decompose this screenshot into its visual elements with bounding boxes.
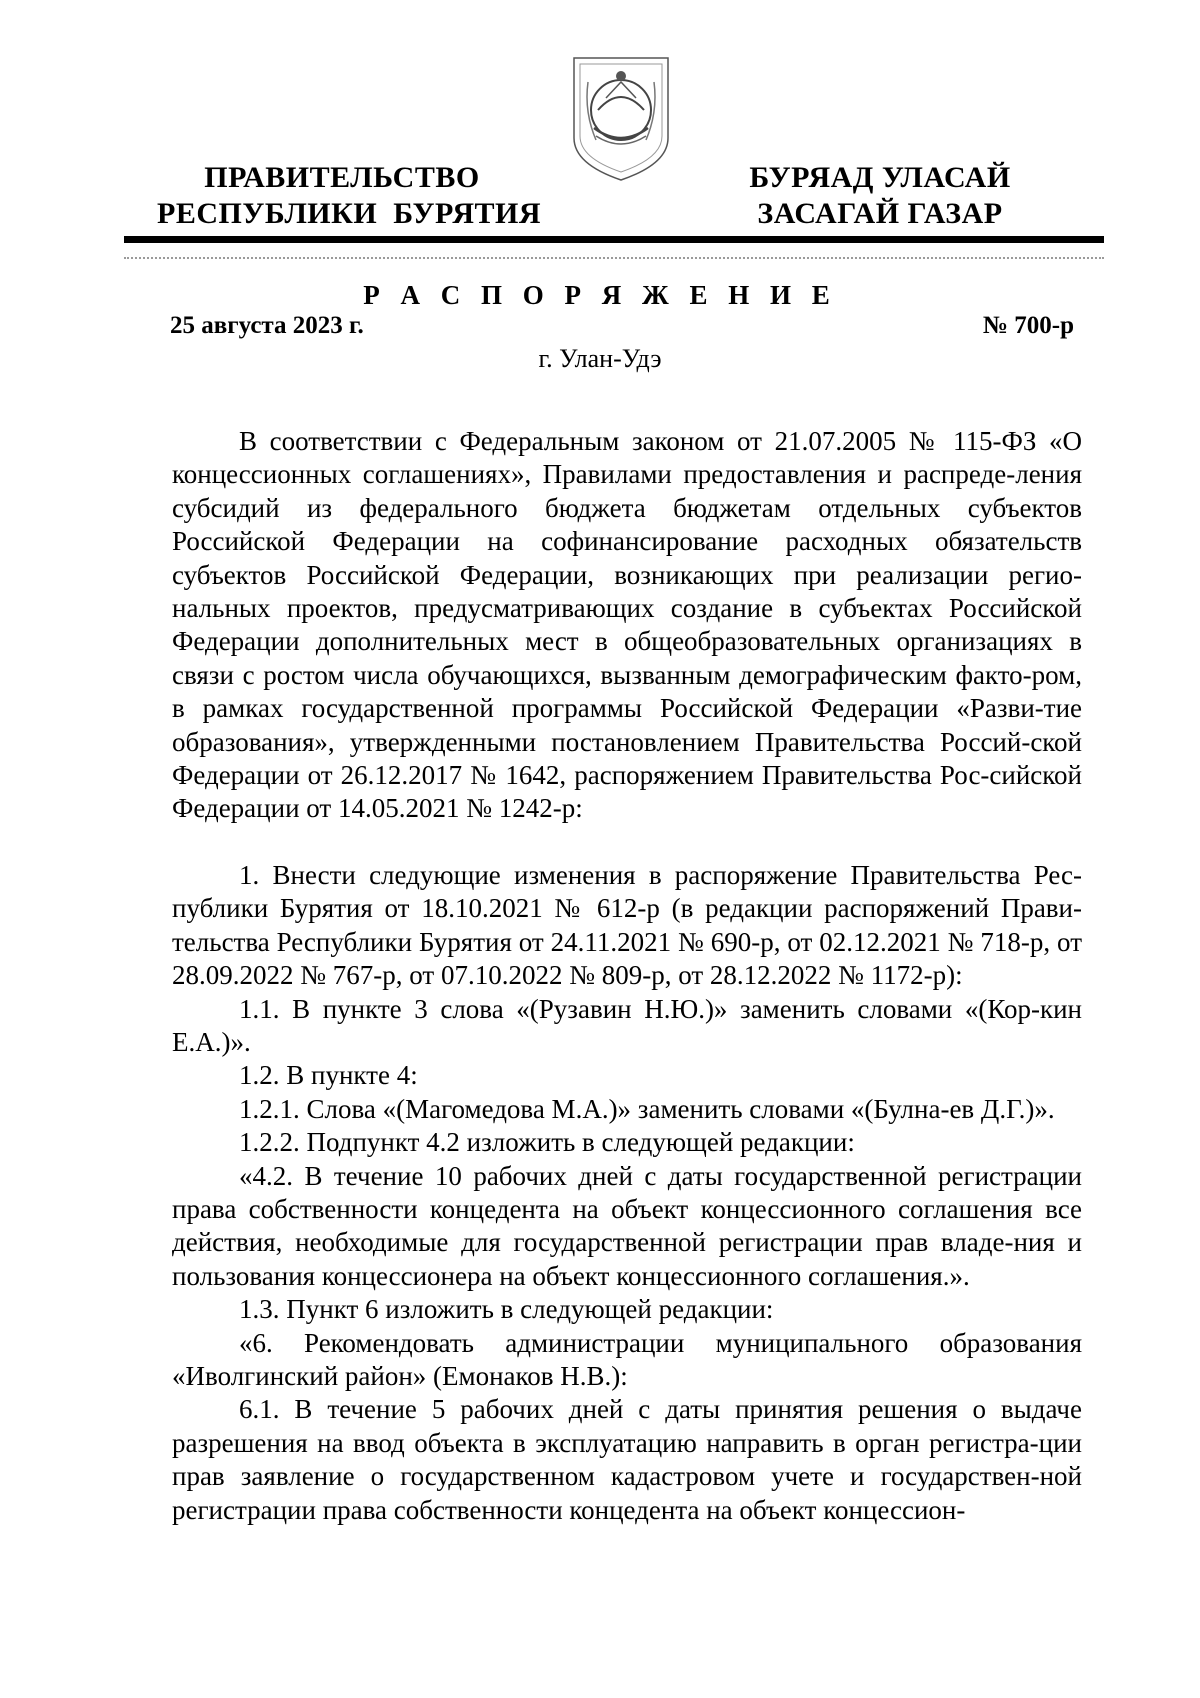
coat-of-arms-emblem-icon bbox=[566, 52, 676, 184]
paragraph-quote-4-2: «4.2. В течение 10 рабочих дней с даты государственной регистрации права собственности концедента на объект концессионного соглашения все действия, необходимые для государственной регистрации прав владе-ния и пользования концессионера на объект концессионного соглашения.». bbox=[172, 1160, 1082, 1291]
document-body bbox=[172, 425, 1082, 1527]
issuer-name-buryat-line-1: БУРЯАД УЛАСАЙ bbox=[749, 161, 1011, 194]
header-divider-dotted bbox=[124, 257, 1104, 259]
paragraph-quote-6: «6. Рекомендовать администрации муниципального образования «Иволгинский район» (Емонаков Н.В.): bbox=[172, 1327, 1082, 1391]
issuer-name-russian-line-2: РЕСПУБЛИКИ БУРЯТИЯ bbox=[157, 197, 542, 230]
paragraph-item-1: 1. Внести следующие изменения в распоряжение Правительства Рес-публики Бурятия от 18.10.2021 № 612-р (в редакции распоряжений Прави-тельства Республики Бурятия от 24.11.2021 № 690-р, от 02.12.2021 № 718-р, от 28.09.2022 № 767-р, от 07.10.2022 № 809-р, от 28.12.2022 № 1172-р): bbox=[172, 859, 1082, 991]
issuer-name-russian-line-1: ПРАВИТЕЛЬСТВО bbox=[204, 161, 480, 194]
paragraph-item-1-2-2: 1.2.2. Подпункт 4.2 изложить в следующей редакции: bbox=[239, 1127, 855, 1158]
document-number: № 700-р bbox=[982, 312, 1074, 339]
document-date: 25 августа 2023 г. bbox=[170, 312, 364, 339]
issuer-name-buryat bbox=[720, 160, 1040, 232]
document-title: Р А С П О Р Я Ж Е Н И Е bbox=[363, 280, 837, 310]
paragraph-item-1-2-1: 1.2.1. Слова «(Магомедова М.А.)» заменить словами «(Булна-ев Д.Г.)». bbox=[239, 1093, 1055, 1124]
header-divider-thick bbox=[124, 236, 1104, 243]
paragraph-item-6-1: 6.1. В течение 5 рабочих дней с даты принятия решения о выдаче разрешения на ввод объекта в эксплуатацию направить в орган регистра-ции прав заявление о государственном кадастровом учете и государствен-ной регистрации права собственности концедента на объект концессион- bbox=[172, 1394, 1082, 1525]
issuer-name-russian bbox=[157, 160, 542, 232]
issuer-name-buryat-line-2: ЗАСАГАЙ ГАЗАР bbox=[757, 197, 1003, 230]
paragraph-item-1-3: 1.3. Пункт 6 изложить в следующей редакции: bbox=[239, 1294, 774, 1325]
paragraph-preamble: В соответствии с Федеральным законом от 21.07.2005 № 115-ФЗ «О концессионных соглашениях», Правилами предоставления и распреде-ления субсидий из федерального бюджета бюджетам отдельных субъектов Российской Федерации на софинансирование расходных обязательств субъектов Российской Федерации, возникающих при реализации регио-нальных проектов, предусматривающих создание в субъектах Российской Федерации дополнительных мест в общеобразовательных организациях в связи с ростом числа обучающихся, вызванным демографическим факто-ром, в рамках государственной программы Российской Федерации «Разви-тие образования», утвержденными постановлением Правительства Россий-ской Федерации от 26.12.2017 № 1642, распоряжением Правительства Рос-сийской Федерации от 14.05.2021 № 1242-р: bbox=[172, 426, 1082, 824]
paragraph-item-1-2: 1.2. В пункте 4: bbox=[239, 1060, 418, 1091]
document-city: г. Улан-Удэ bbox=[538, 344, 662, 373]
paragraph-item-1-1: 1.1. В пункте 3 слова «(Рузавин Н.Ю.)» заменить словами «(Кор-кин Е.А.)». bbox=[172, 993, 1082, 1057]
